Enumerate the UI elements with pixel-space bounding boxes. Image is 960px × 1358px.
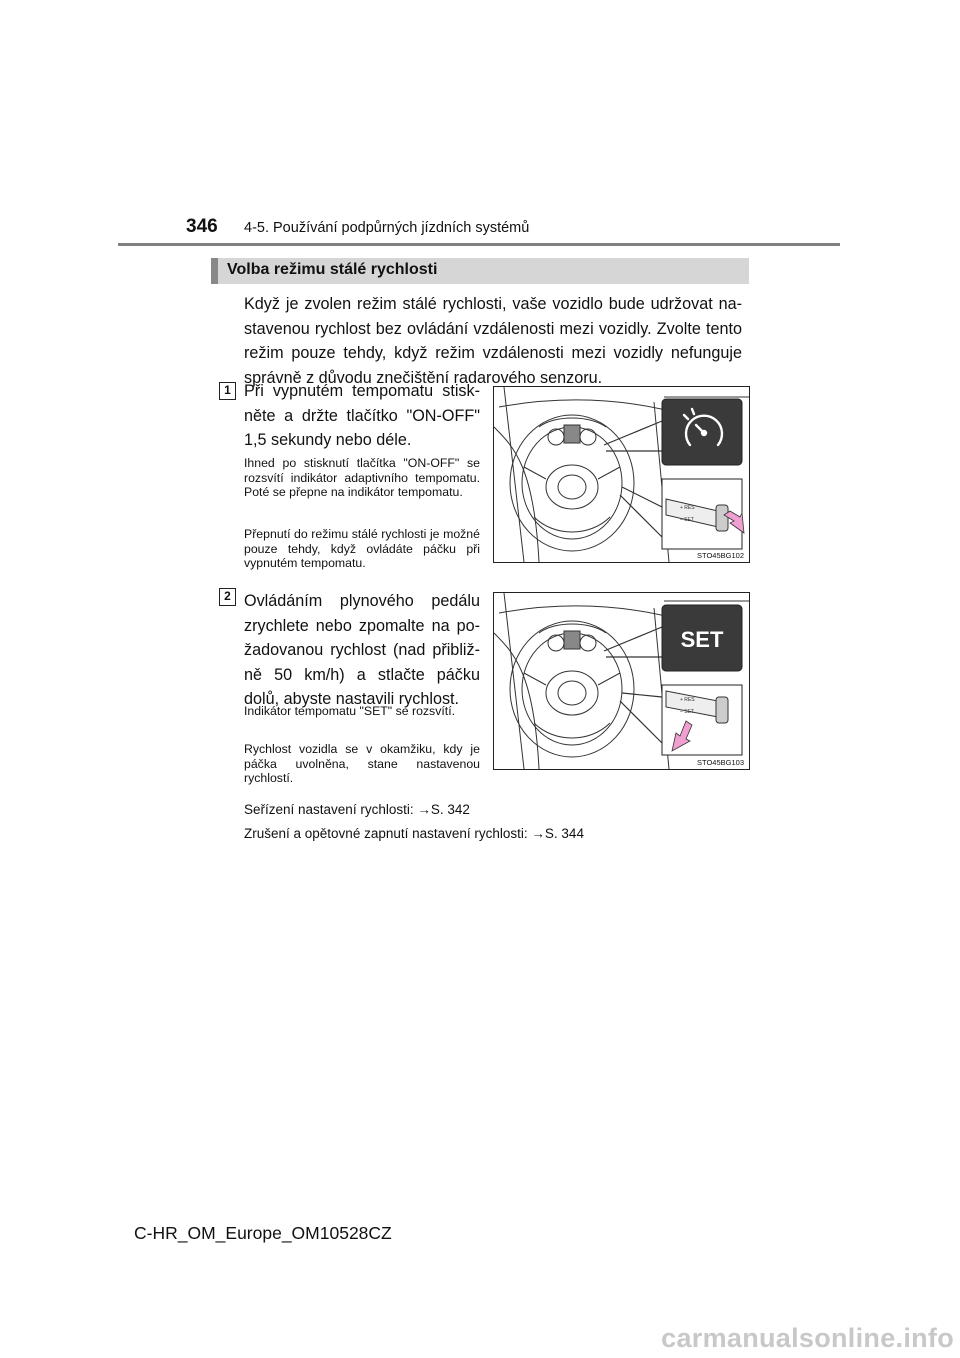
watermark: carmanualsonline.info (661, 1323, 954, 1353)
chapter-title: 4-5. Používání podpůrných jízdních systémů (244, 220, 530, 236)
intro-paragraph: Když je zvolen režim stálé rychlosti, vaše vozidlo bude udržovat nastavenou rychlost bez ovládání vzdálenosti mezi vozidly. Zvolte tento režim pouze tehdy, když režim vzdálenosti mezi vozidly nefunguje správně z důvodu znečištění radarového senzoru. (244, 295, 742, 387)
step-1-text: Při vypnutém tempomatu stiskněte a držte tlačítko "ON-OFF" 1,5 sekundy nebo déle. (244, 382, 480, 449)
page-number: 346 (186, 216, 218, 237)
footer-document-id: C-HR_OM_Europe_OM10528CZ (134, 1223, 392, 1243)
step-2-note-2: Rychlost vozidla se v okamžiku, kdy je páčka uvolněna, stane nastavenou rychlostí. (244, 742, 480, 785)
reference-cancel-resume: Zrušení a opětovné zapnutí nastavení rychlosti: →S. 344 (244, 826, 584, 841)
figure-step-1 (493, 386, 750, 563)
svg-text:– SET: – SET (680, 517, 694, 523)
set-indicator-label: SET (680, 627, 724, 652)
step-2-text: Ovládáním plynového pedálu zrychlete nebo zpomalte na požadovanou rychlost (nad přibližně 50 km/h) a stlačte páčku dolů, abyste nastavili rychlost. (244, 592, 480, 708)
step-badge-2: 2 (219, 588, 236, 606)
figure-code-1: STO45BG102 (697, 551, 744, 560)
svg-text:+ RES: + RES (680, 697, 695, 703)
svg-text:– SET: – SET (680, 709, 694, 715)
steering-wheel-illustration-2 (494, 593, 749, 769)
step-badge-1: 1 (219, 382, 236, 400)
reference-speed-adjust: Seřízení nastavení rychlosti: →S. 342 (244, 802, 470, 817)
figure-code-2: STO45BG103 (697, 758, 744, 767)
section-heading (211, 258, 749, 284)
header-rule (118, 243, 840, 246)
svg-text:+ RES: + RES (680, 505, 695, 511)
steering-wheel-illustration-1 (494, 387, 749, 562)
step-1-note-2: Přepnutí do režimu stálé rychlosti je možné pouze tehdy, když ovládáte páčku při vypnutém tempomatu. (244, 527, 480, 570)
step-1-note-1: Ihned po stisknutí tlačítka "ON-OFF" se rozsvítí indikátor adaptivního tempomatu. Poté se přepne na indikátor tempomatu. (244, 456, 480, 499)
step-2-note-1: Indikátor tempomatu "SET" se rozsvítí. (244, 704, 456, 718)
figure-step-2 (493, 592, 750, 770)
section-heading-text: Volba režimu stálé rychlosti (227, 261, 438, 278)
